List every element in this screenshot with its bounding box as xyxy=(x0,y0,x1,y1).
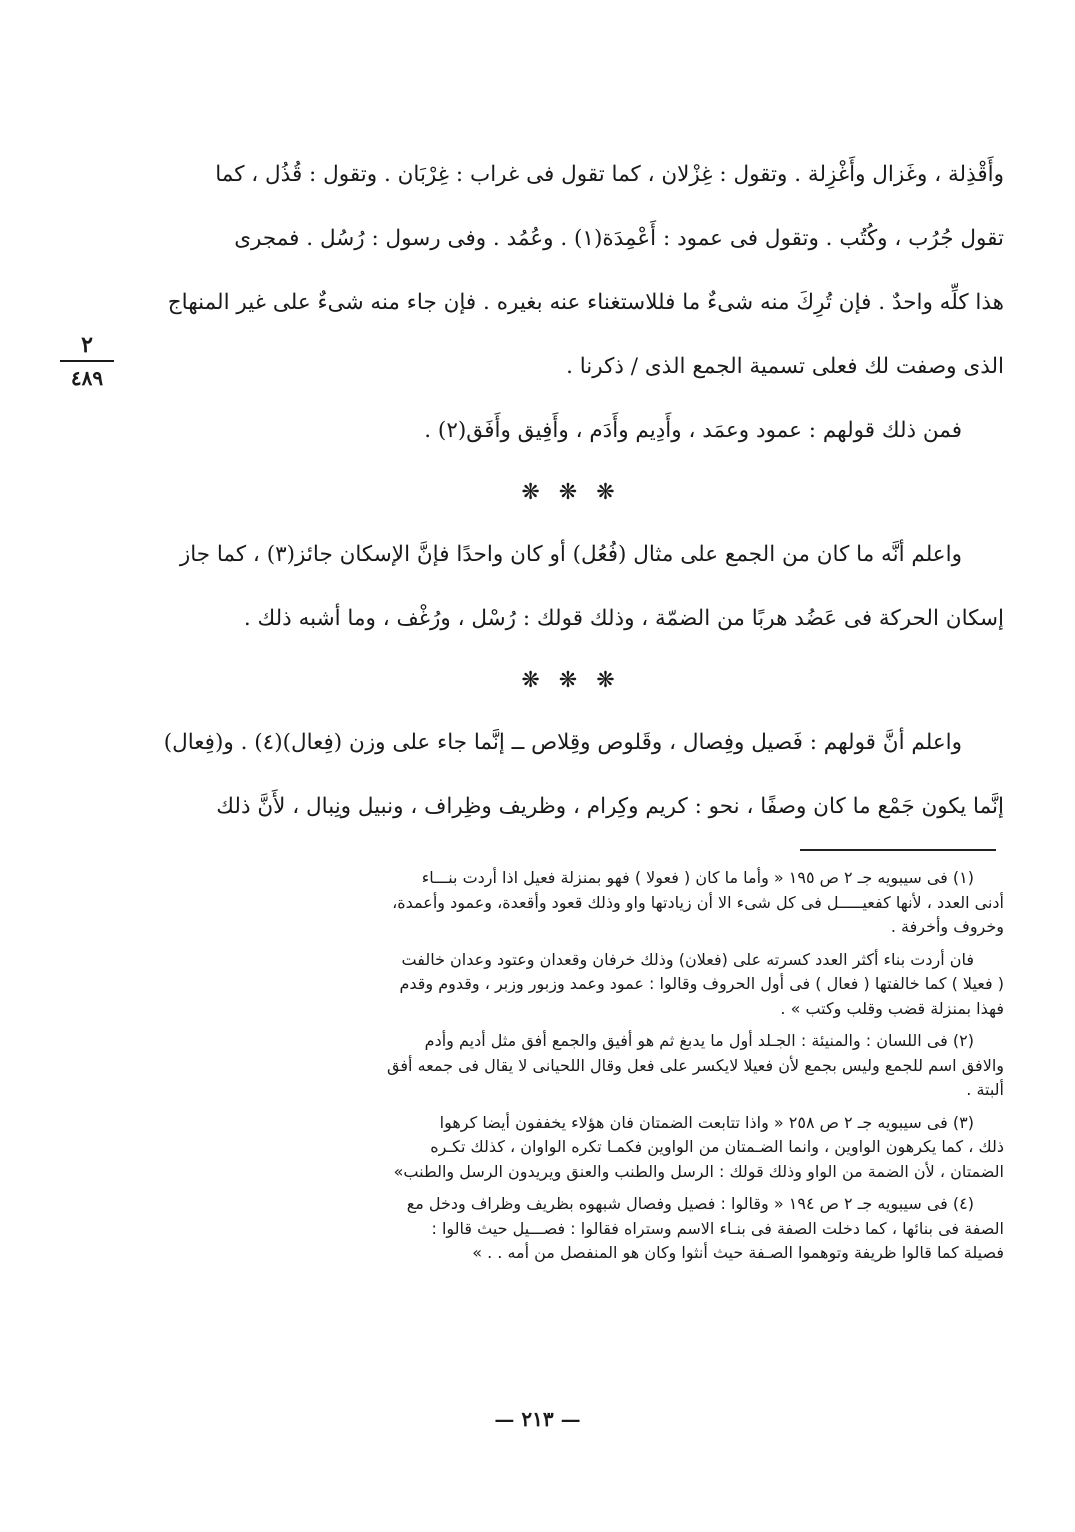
footnote xyxy=(144,866,1004,940)
footnote-line: والافق اسم للجمع وليس بجمع لأن فعيلا لايكسر على فعل وقال اللحيانى لا يقال فى جمعه أفق xyxy=(387,1055,1004,1075)
footnote xyxy=(144,1192,1004,1266)
page-number: — ٢١٣ — xyxy=(494,1407,581,1431)
footnote-line: الضمتان ، لأن الضمة من الواو وذلك قولك : الرسل والطنب والعنق ويريدون الرسل والطنب» xyxy=(393,1161,1004,1181)
body-line: فمن ذلك قولهم : عمود وعمَد ، وأَدِيم وأَدَم ، وأَفِيق وأَفَق(٢) . xyxy=(424,418,962,443)
footnote xyxy=(144,948,1004,1022)
body-line: إسكان الحركة فى عَضُد هربًا من الضمّة ، وذلك قولك : رُسْل ، ورُغْف ، وما أشبه ذلك . xyxy=(243,606,1004,631)
footnote-line: أدنى العدد ، لأنها كفعيـــــل فى كل شىء الا أن زيادتها واو وذلك قعود وأقعدة، وعمود وأعمدة، xyxy=(392,892,1004,912)
footnote-line: (٢) فى اللسان : والمنيئة : الجـلد أول ما يدبغ ثم هو أفيق والجمع أفق مثل أديم وأدم xyxy=(424,1031,974,1050)
margin-divider xyxy=(60,360,114,362)
footnote xyxy=(144,1111,1004,1185)
footnote-line: فان أردت بناء أكثر العدد كسرته على (فعلان) وذلك خرفان وقعدان وعتود وعدان خالفت xyxy=(401,949,974,969)
body-line: إنَّما يكون جَمْع ما كان وصفًا ، نحو : كريم وكِرام ، وظريف وظِراف ، ونبيل ونِبال ، لأَنَّ ذلك xyxy=(216,794,1004,819)
body-line: تقول جُرُب ، وكُتُب . وتقول فى عمود : أَعْمِدَة(١) . وعُمُد . وفى رسول : رُسُل . فمجرى xyxy=(234,226,1004,251)
body-line: واعلم أنَّه ما كان من الجمع على مثال (فُعُل) أو كان واحدًا فإنَّ الإسكان جائز(٣) ، كما جاز xyxy=(179,542,962,567)
body-line: واعلم أنَّ قولهم : فَصيل وفِصال ، وقَلوص وقِلاص ــ إنَّما جاء على وزن (فِعال)(٤) . و(فِعال) xyxy=(163,730,962,755)
footnote-line: ذلك ، كما يكرهون الواوين ، وانما الضـمتان من الواوين فكمـا تكره الواوان ، كذلك تكـره xyxy=(430,1137,1004,1156)
footnote-line: (٤) فى سيبويه جـ ٢ ص ١٩٤ « وقالوا : فصيل وفصال شبهوه بظريف وظراف ودخل مع xyxy=(406,1194,974,1213)
margin-line-number: ٢ xyxy=(81,332,93,358)
footnote-line: الصفة فى بنائها ، كما دخلت الصفة فى بنـاء الاسم وستراه فقالوا : فصـــيل حيث قالوا : xyxy=(431,1218,1004,1238)
body-line: الذى وصفت لك فعلى تسمية الجمع الذى / ذكرنا . xyxy=(566,354,1004,379)
footnote-line: فصيلة كما قالوا ظريفة وتوهموا الصـفة حيث أنثوا وكان هو المنفصل من أمه . . » xyxy=(472,1243,1004,1262)
footnote-line: ألبتة . xyxy=(966,1080,1004,1099)
footnote xyxy=(144,1029,1004,1103)
footnote-divider xyxy=(800,849,996,851)
margin-reference xyxy=(52,332,122,390)
footnote-line: (٣) فى سيبويه جـ ٢ ص ٢٥٨ « واذا تتابعت الضمتان فان هؤلاء يخففون أيضا كرهوا xyxy=(439,1112,974,1132)
main-text xyxy=(138,143,1004,839)
footnote-line: ( فعيلا ) كما خالفتها ( فعال ) فى أول الحروف وقالوا : عمود وعمد وزبور وزبر ، وقدوم وقدم xyxy=(399,974,1004,993)
body-line: هذا كلِّه واحدٌ . فإن تُرِكَ منه شىءٌ ما فللاستغناء عنه بغيره . فإن جاء منه شىءٌ على غير المنهاج xyxy=(167,290,1004,315)
footnotes xyxy=(144,866,1004,1274)
section-separator: ❋ ❋ ❋ xyxy=(521,480,621,505)
footnote-line: فهذا بمنزلة قضب وقلب وكتب » . xyxy=(780,998,1004,1018)
body-line: وأَقْذِلة ، وغَزال وأَغْزِلة . وتقول : غِزْلان ، كما تقول فى غراب : غِرْبَان . وتقول : قُذُل ، كما xyxy=(215,162,1004,187)
margin-page-number: ٤٨٩ xyxy=(70,366,104,390)
footnote-line: (١) فى سيبويه جـ ٢ ص ١٩٥ « وأما ما كان ( فعولا ) فهو بمنزلة فعيل اذا أردت بنـــاء xyxy=(421,868,974,887)
footnote-line: وخروف وأخرفة . xyxy=(890,917,1004,936)
section-separator: ❋ ❋ ❋ xyxy=(521,668,621,693)
